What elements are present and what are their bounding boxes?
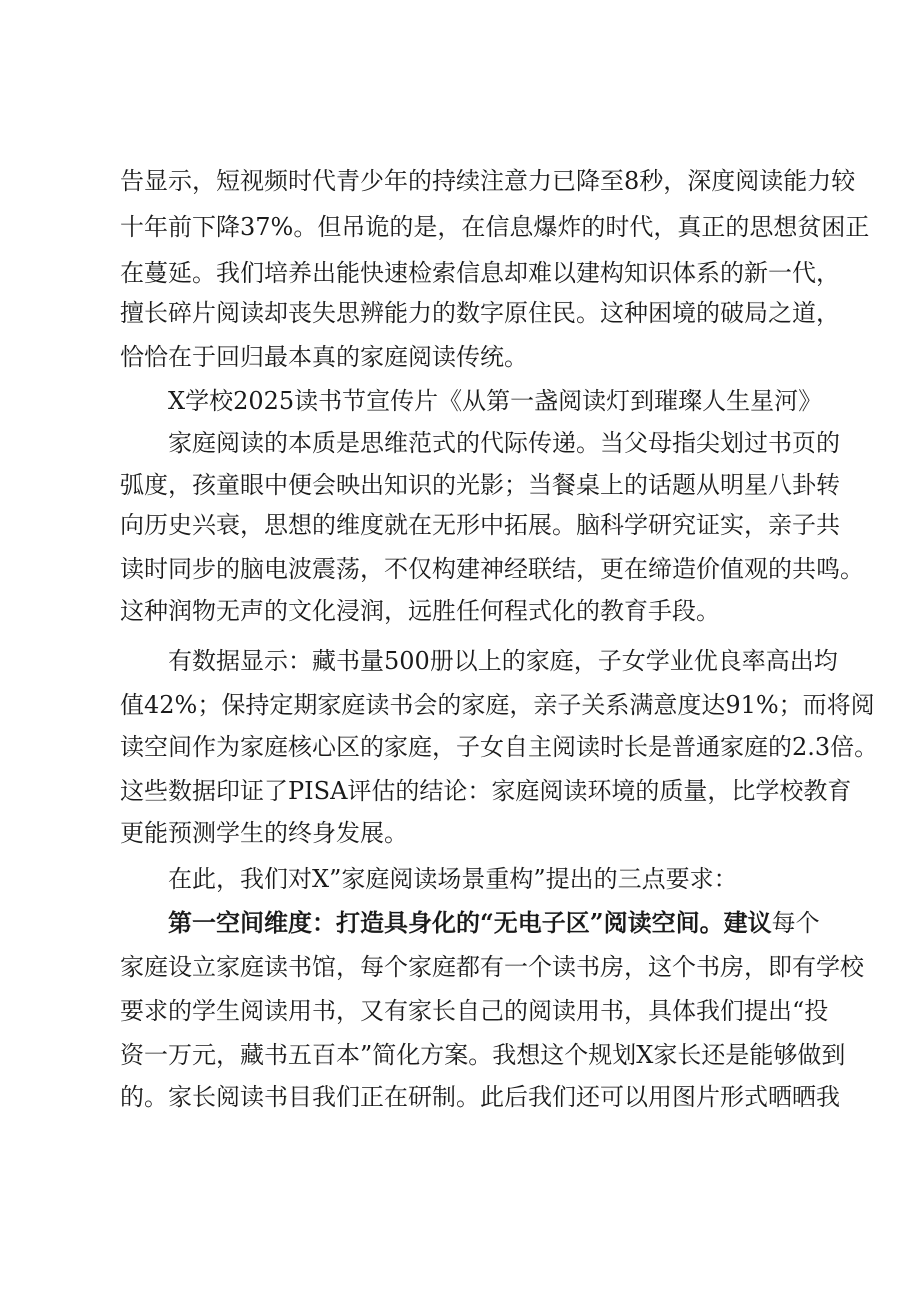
body-line: 家庭设立家庭读书馆，每个家庭都有一个读书房，这个书房，即有学校 <box>120 953 864 981</box>
body-line: 向历史兴衰，思想的维度就在无形中拓展。脑科学研究证实，亲子共 <box>120 511 840 539</box>
requirement-heading-line <box>168 908 820 938</box>
body-line: 更能预测学生的终身发展。 <box>120 819 408 847</box>
body-line: 在蔓延。我们培养出能快速检索信息却难以建构知识体系的新一代， <box>120 259 840 287</box>
body-line: 家庭阅读的本质是思维范式的代际传递。当父母指尖划过书页的 <box>168 429 840 457</box>
body-line: 这些数据印证了PISA评估的结论：家庭阅读环境的质量，比学校教育 <box>120 777 852 805</box>
body-line: 擅长碎片阅读却丧失思辨能力的数字原住民。这种困境的破局之道， <box>120 299 840 327</box>
section-caption: X学校2025读书节宣传片《从第一盏阅读灯到璀璨人生星河》 <box>168 387 823 415</box>
body-line: 恰恰在于回归最本真的家庭阅读传统。 <box>120 343 528 371</box>
body-line: 这种润物无声的文化浸润，远胜任何程式化的教育手段。 <box>120 597 720 625</box>
body-line: 的。家长阅读书目我们正在研制。此后我们还可以用图片形式晒晒我 <box>120 1083 840 1111</box>
body-line: 十年前下降37%。但吊诡的是，在信息爆炸的时代，真正的思想贫困正 <box>120 213 870 241</box>
requirement-heading: 第一空间维度：打造具身化的“无电子区”阅读空间。建议 <box>168 908 772 937</box>
body-line: 读时同步的脑电波震荡，不仅构建神经联结，更在缔造价值观的共鸣。 <box>120 555 864 583</box>
body-line: 有数据显示：藏书量500册以上的家庭，子女学业优良率高出均 <box>168 647 838 675</box>
body-line: 要求的学生阅读用书，又有家长自己的阅读用书，具体我们提出“投 <box>120 997 829 1025</box>
requirement-text: 每个 <box>771 909 820 937</box>
body-line: 告显示，短视频时代青少年的持续注意力已降至8秒，深度阅读能力较 <box>120 167 856 195</box>
body-line: 弧度，孩童眼中便会映出知识的光影；当餐桌上的话题从明星八卦转 <box>120 471 840 499</box>
body-line: 资一万元，藏书五百本”简化方案。我想这个规划X家长还是能够做到 <box>120 1041 846 1069</box>
body-line: 读空间作为家庭核心区的家庭，子女自主阅读时长是普通家庭的2.3倍。 <box>120 733 879 761</box>
body-line: 值42%；保持定期家庭读书会的家庭，亲子关系满意度达91%；而将阅 <box>120 691 875 719</box>
body-line: 在此，我们对X”家庭阅读场景重构”提出的三点要求： <box>168 865 738 893</box>
